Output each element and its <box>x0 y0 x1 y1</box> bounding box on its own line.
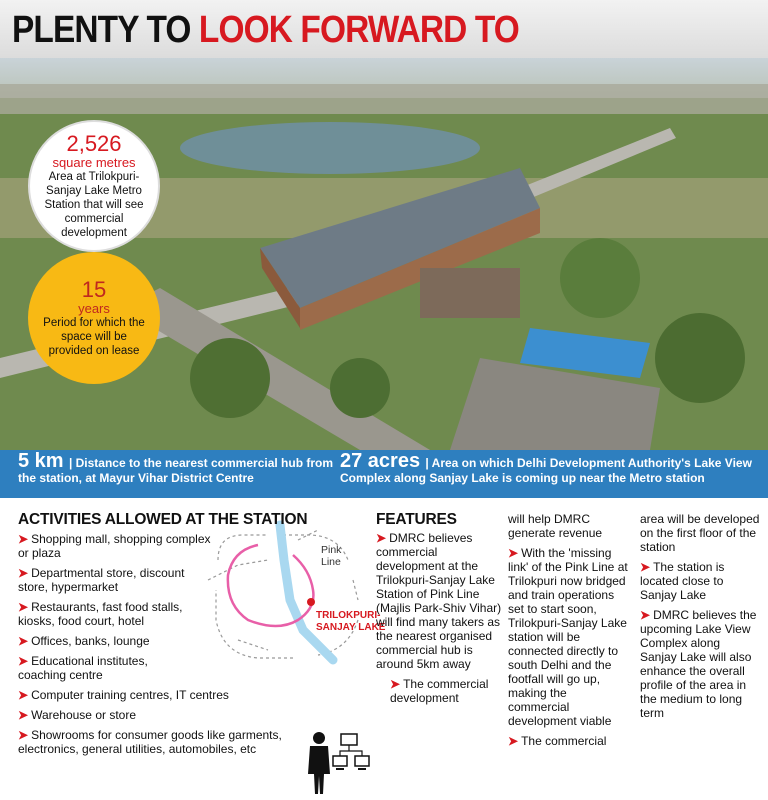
features-point6-text: DMRC believes the upcoming Lake View Complex along Sanjay Lake will also enhance the overall profile of the area in the medium to long term <box>640 608 757 720</box>
activity-text: Computer training centres, IT centres <box>31 688 229 702</box>
features-point1: DMRC believes commercial development at the Trilokpuri-Sanjay Lake Station of Pink Line (Majlis Park-Shiv Vihar) will find many takers as the nearest organised commercial hub is around 5km away <box>376 531 502 671</box>
activity-text: Showrooms for consumer goods like garments, electronics, general utilities, automobiles, etc <box>18 728 282 756</box>
lease-stat-bubble <box>28 252 160 384</box>
arrow-icon: ➤ <box>640 560 651 574</box>
lease-stat-caption: Period for which the space will be provided on lease <box>43 316 145 357</box>
activities-section <box>18 512 314 762</box>
activity-text: Restaurants, fast food stalls, kiosks, food court, hotel <box>18 600 183 628</box>
arrow-icon: ➤ <box>18 600 29 614</box>
features-point5 <box>640 560 760 602</box>
features-col1b <box>376 677 506 705</box>
activities-list <box>18 532 314 756</box>
activity-item <box>18 532 314 560</box>
arrow-icon: ➤ <box>18 532 29 546</box>
headline <box>12 10 519 50</box>
distance-fact <box>18 450 338 486</box>
pink-line-label-w1: Pink <box>321 544 342 556</box>
arrow-icon: ➤ <box>508 546 519 560</box>
headline-bar <box>0 0 768 58</box>
headline-part1: PLENTY TO <box>12 9 199 51</box>
area-fact-value: 27 acres <box>340 450 421 472</box>
area-fact <box>340 450 760 486</box>
arrow-icon: ➤ <box>18 728 29 742</box>
area-stat-bubble <box>28 120 160 252</box>
activity-text: Offices, banks, lounge <box>31 634 150 648</box>
features-col2 <box>508 512 630 754</box>
features-title: FEATURES <box>376 511 457 528</box>
features-point3 <box>508 546 630 728</box>
activity-text: Departmental store, discount store, hypermarket <box>18 566 185 594</box>
pink-line-label <box>321 544 342 568</box>
activity-item <box>18 688 314 702</box>
activity-item <box>18 600 314 628</box>
activity-item <box>18 708 314 722</box>
features-col3 <box>640 512 760 726</box>
key-facts-strip <box>0 450 768 498</box>
arrow-icon: ➤ <box>18 566 29 580</box>
activity-item <box>18 634 314 648</box>
lower-section <box>0 498 768 800</box>
features-point6 <box>640 608 760 720</box>
activity-item <box>18 728 310 756</box>
features-point2-end: will help DMRC generate revenue <box>508 512 603 540</box>
arrow-icon: ➤ <box>640 608 651 622</box>
area-stat-unit: square metres <box>52 154 136 170</box>
businessman-with-computers-icon <box>305 726 375 796</box>
features-col1 <box>376 531 506 671</box>
activity-text: Educational institutes, coaching centre <box>18 654 148 682</box>
area-fact-text: | Area on which Delhi Development Authority's Lake View Complex along Sanjay Lake is coming up near the Metro station <box>340 456 752 485</box>
station-label-w1: TRILOKPURI- <box>316 610 381 621</box>
features-point4-start: The commercial <box>521 734 607 748</box>
activity-item <box>18 566 314 594</box>
lease-stat-value: 15 <box>81 276 107 302</box>
arrow-icon: ➤ <box>18 688 29 702</box>
area-stat-value: 2,526 <box>66 130 122 156</box>
activity-text: Warehouse or store <box>31 708 136 722</box>
features-point4 <box>508 734 630 748</box>
headline-part2: LOOK FORWARD TO <box>198 9 519 51</box>
arrow-icon: ➤ <box>18 634 29 648</box>
station-label-w2: SANJAY LAKE <box>316 622 386 633</box>
arrow-icon: ➤ <box>18 654 29 668</box>
pink-line-label-w2: Line <box>321 556 341 568</box>
features-point5-text: The station is located close to Sanjay Lake <box>640 560 725 602</box>
aerial-photo-illustration <box>0 58 768 450</box>
features-point3-text: With the 'missing link' of the Pink Line at Trilokpuri now bridged and train operations set to start soon, Trilokpuri-Sanjay Lake station will be connected directly to south Delhi and the footfall will go up, making the commercial development viable <box>508 546 628 728</box>
activity-item <box>18 654 314 682</box>
arrow-icon: ➤ <box>390 677 401 691</box>
area-stat-caption: Area at Trilokpuri-Sanjay Lake Metro Station that will see commercial development <box>44 170 144 239</box>
activity-text: Shopping mall, shopping complex or plaza <box>18 532 211 560</box>
features-point2-start: The commercial development <box>390 677 489 705</box>
arrow-icon: ➤ <box>508 734 519 748</box>
features-point4-end: area will be developed on the first floor of the station <box>640 512 760 554</box>
lease-stat-unit: years <box>78 300 110 316</box>
arrow-icon: ➤ <box>376 531 387 545</box>
distance-fact-text: | Distance to the nearest commercial hub from the station, at Mayur Vihar District Centre <box>18 456 334 485</box>
features-section <box>376 512 506 705</box>
distance-fact-value: 5 km <box>18 450 64 472</box>
activities-title: ACTIVITIES ALLOWED AT THE STATION <box>18 511 308 528</box>
aerial-photo <box>0 58 768 450</box>
arrow-icon: ➤ <box>18 708 29 722</box>
